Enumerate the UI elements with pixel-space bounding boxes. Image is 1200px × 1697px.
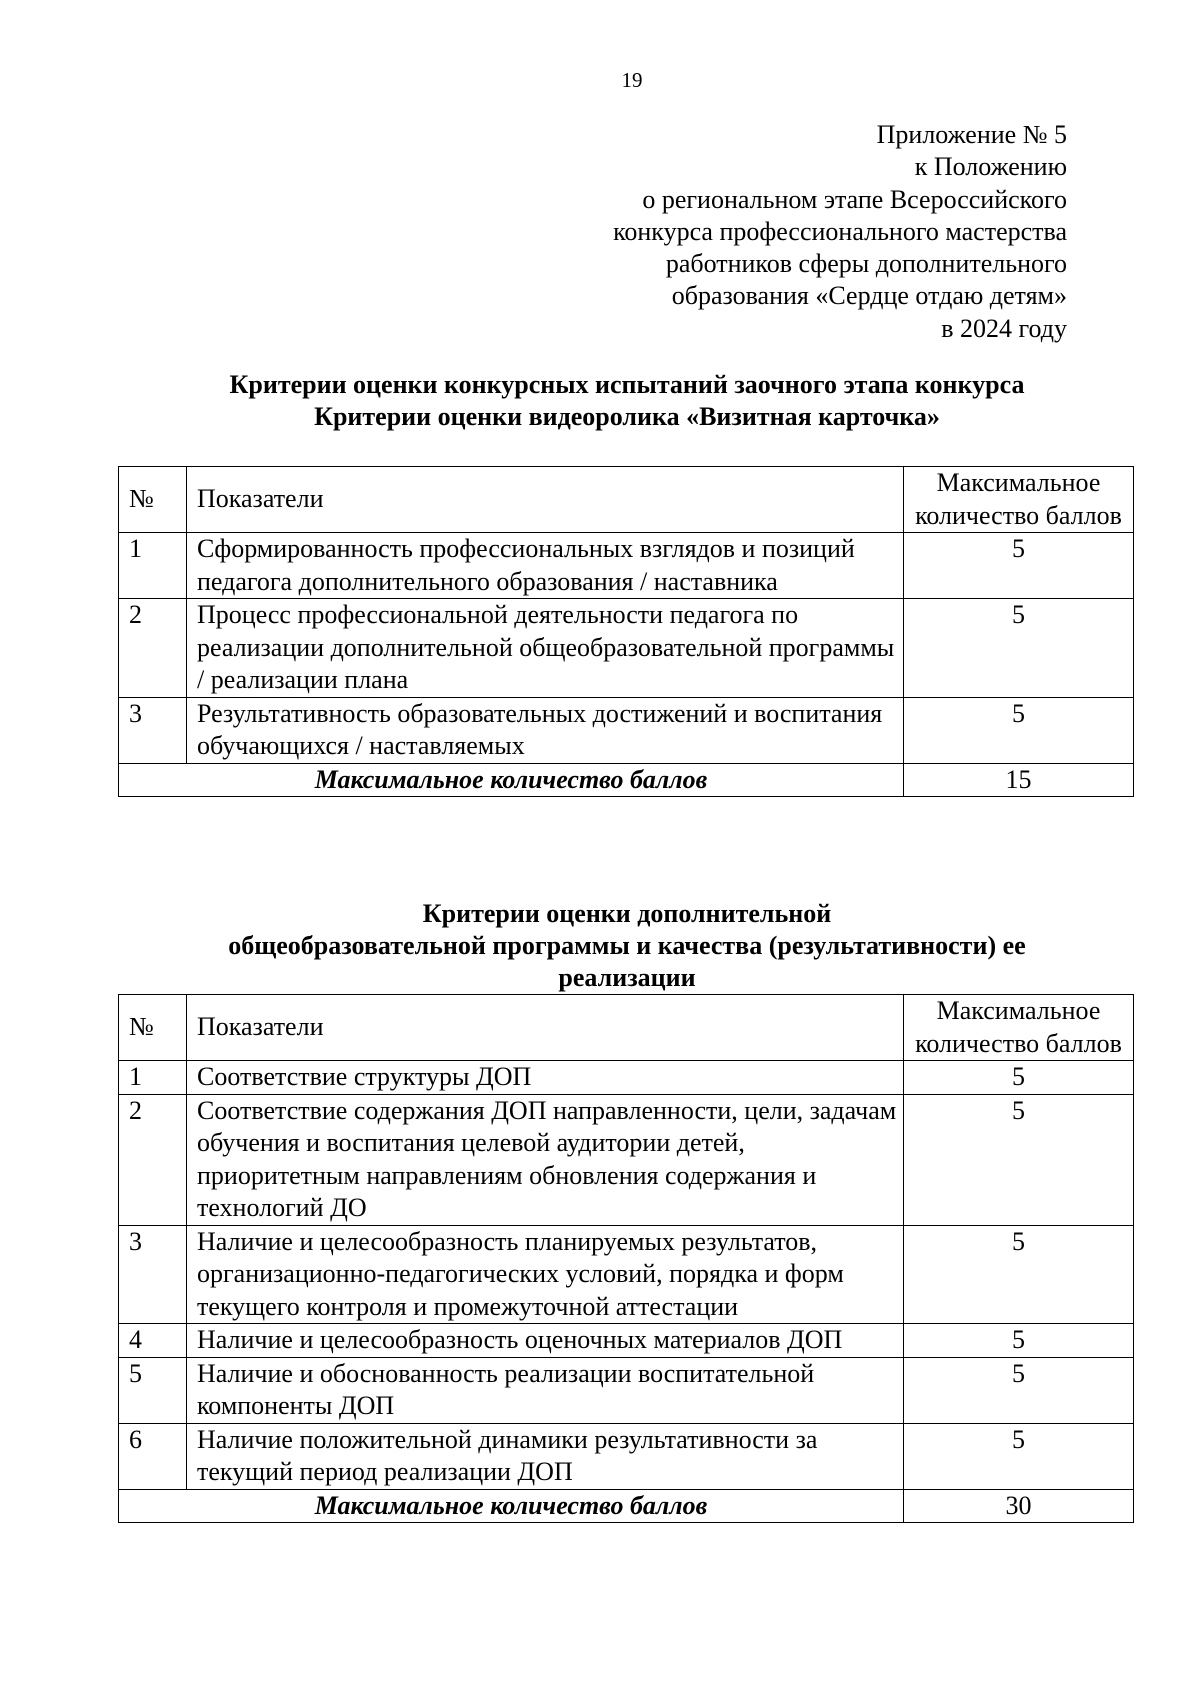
table-total-row <box>119 1489 1134 1523</box>
table-total-row <box>119 763 1134 797</box>
appendix-line: в 2024 году <box>941 313 1067 343</box>
row-number: 6 <box>119 1423 187 1489</box>
appendix-line: конкурса профессионального мастерства <box>613 216 1067 246</box>
row-number: 5 <box>119 1357 187 1423</box>
appendix-line: работников сферы дополнительного <box>665 249 1067 279</box>
row-number: 3 <box>119 1225 187 1324</box>
appendix-reference <box>613 119 1067 345</box>
row-indicator: Наличие и целесообразность оценочных материалов ДОП <box>187 1324 904 1358</box>
section-2-heading <box>120 898 1134 994</box>
table-header-row <box>119 467 1134 533</box>
row-number: 2 <box>119 599 187 698</box>
row-number: 1 <box>119 1061 187 1095</box>
row-number: 2 <box>119 1094 187 1225</box>
row-max-points: 5 <box>904 599 1134 698</box>
table-row <box>119 599 1134 698</box>
row-indicator: Результативность образовательных достижений и воспитания обучающихся / наставляемых <box>187 697 904 763</box>
heading-line: реализации <box>558 963 696 992</box>
row-indicator: Наличие и обоснованность реализации воспитательной компоненты ДОП <box>187 1357 904 1423</box>
header-indicators: Показатели <box>187 995 904 1061</box>
row-max-points: 5 <box>904 697 1134 763</box>
table-row <box>119 1225 1134 1324</box>
appendix-line: о региональном этапе Всероссийского <box>642 184 1067 214</box>
video-criteria-table <box>118 466 1134 797</box>
section-1-heading <box>120 369 1134 433</box>
table-row <box>119 1061 1134 1095</box>
row-max-points: 5 <box>904 1061 1134 1095</box>
table-row <box>119 1324 1134 1358</box>
row-number: 3 <box>119 697 187 763</box>
row-indicator: Сформированность профессиональных взглядов и позиций педагога дополнительного образования / наставника <box>187 533 904 599</box>
row-max-points: 5 <box>904 1357 1134 1423</box>
total-value: 30 <box>904 1489 1134 1523</box>
row-indicator: Наличие положительной динамики результативности за текущий период реализации ДОП <box>187 1423 904 1489</box>
appendix-line: Приложение № 5 <box>876 120 1067 149</box>
heading-line: общеобразовательной программы и качества (результативности) ее <box>228 931 1026 960</box>
table-row <box>119 1357 1134 1423</box>
row-max-points: 5 <box>904 1324 1134 1358</box>
table-header-row <box>119 995 1134 1061</box>
program-criteria-table <box>118 994 1134 1523</box>
table-row <box>119 697 1134 763</box>
appendix-line: образования «Сердце отдаю детям» <box>671 281 1067 311</box>
row-number: 1 <box>119 533 187 599</box>
table-row <box>119 1094 1134 1225</box>
total-value: 15 <box>904 763 1134 797</box>
row-indicator: Соответствие содержания ДОП направленности, цели, задачам обучения и воспитания целевой аудитории детей, приоритетным направлениям обновления содержания и технологий ДО <box>187 1094 904 1225</box>
total-label: Максимальное количество баллов <box>119 763 904 797</box>
header-number: № <box>119 467 187 533</box>
table-row <box>119 533 1134 599</box>
row-indicator: Процесс профессиональной деятельности педагога по реализации дополнительной общеобразовательной программы / реализации плана <box>187 599 904 698</box>
row-indicator: Наличие и целесообразность планируемых результатов, организационно-педагогических условий, порядка и форм текущего контроля и промежуточной аттестации <box>187 1225 904 1324</box>
heading-line: Критерии оценки видеоролика «Визитная карточка» <box>314 402 940 431</box>
row-max-points: 5 <box>904 1225 1134 1324</box>
heading-line: Критерии оценки дополнительной <box>422 899 832 928</box>
table-row <box>119 1423 1134 1489</box>
row-max-points: 5 <box>904 1094 1134 1225</box>
header-max-points: Максимальное количество баллов <box>904 995 1134 1061</box>
header-indicators: Показатели <box>187 467 904 533</box>
row-number: 4 <box>119 1324 187 1358</box>
row-indicator: Соответствие структуры ДОП <box>187 1061 904 1095</box>
heading-line: Критерии оценки конкурсных испытаний заочного этапа конкурса <box>229 370 1025 399</box>
page-number: 19 <box>621 68 643 92</box>
row-max-points: 5 <box>904 1423 1134 1489</box>
header-number: № <box>119 995 187 1061</box>
header-max-points: Максимальное количество баллов <box>904 467 1134 533</box>
total-label: Максимальное количество баллов <box>119 1489 904 1523</box>
appendix-line: к Положению <box>914 152 1067 182</box>
row-max-points: 5 <box>904 533 1134 599</box>
